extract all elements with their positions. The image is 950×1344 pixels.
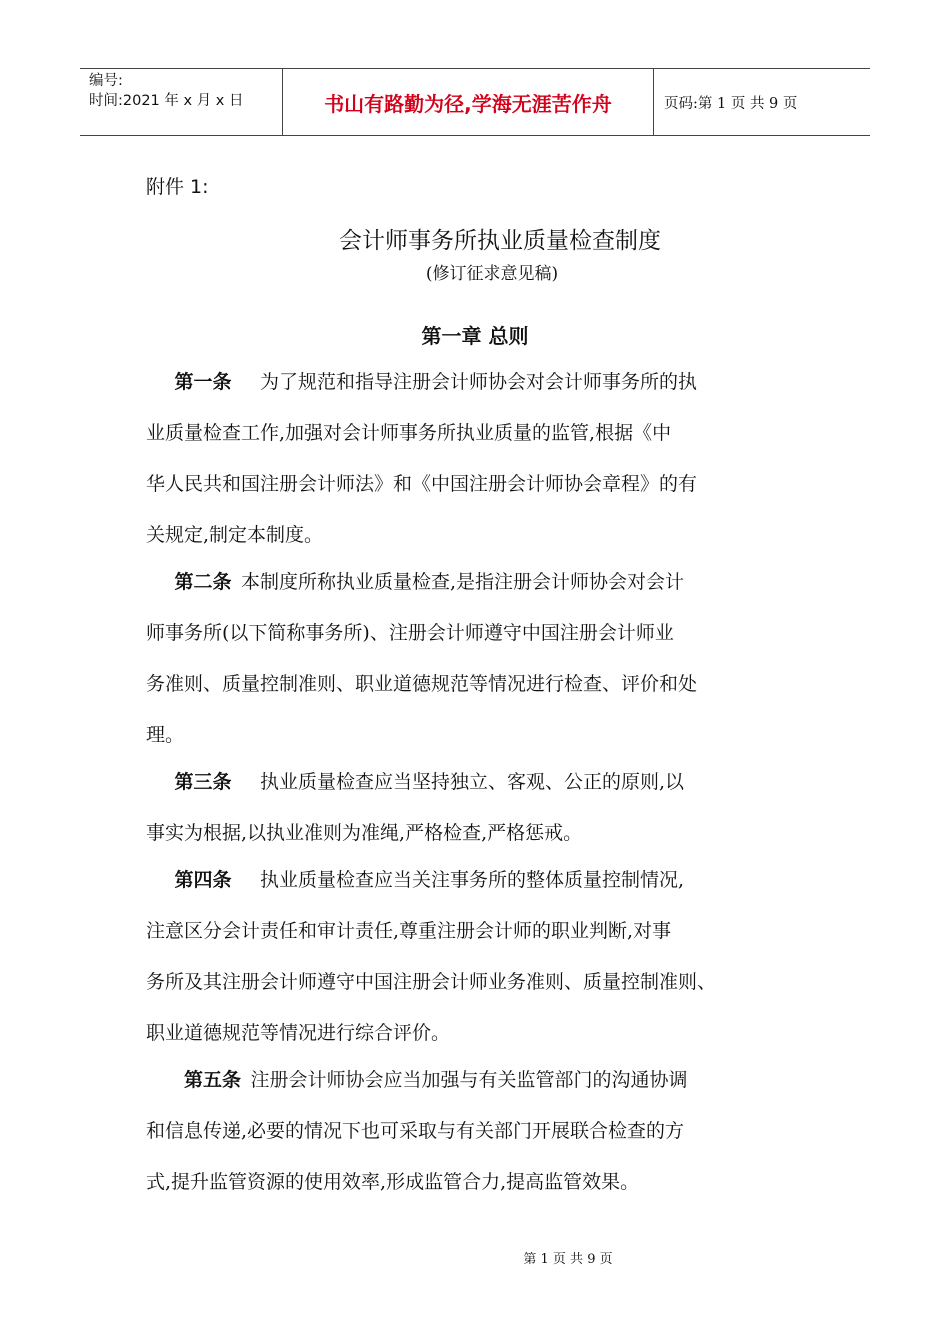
article-line: 关规定,制定本制度。 [146,524,324,546]
article-line: 华人民共和国注册会计师法》和《中国注册会计师协会章程》的有 [146,473,698,495]
article-line: 业质量检查工作,加强对会计师事务所执业质量的监管,根据《中 [146,422,672,444]
article-label: 第二条 [174,571,232,593]
article-line [146,557,806,608]
chapter-heading: 第一章 总则 [421,324,529,348]
document-subtitle: (修订征求意见稿) [425,264,559,284]
page-header [80,68,870,136]
article-text: 注册会计师协会应当加强与有关监管部门的沟通协调 [250,1069,688,1091]
page-footer: 第 1 页 共 9 页 [523,1252,613,1267]
article-line: 师事务所(以下简称事务所)、注册会计师遵守中国注册会计师业 [146,622,674,644]
article-line [146,357,806,408]
article-line: 注意区分会计责任和审计责任,尊重注册会计师的职业判断,对事 [146,920,672,942]
article-label: 第三条 [174,771,232,793]
article-1 [146,357,806,561]
header-page-info: 页码:第 1 页 共 9 页 [664,95,798,112]
article-line: 式,提升监管资源的使用效率,形成监管合力,提高监管效果。 [146,1171,640,1193]
doc-number-label: 编号: [89,73,123,89]
article-line: 务准则、质量控制准则、职业道德规范等情况进行检查、评价和处 [146,673,698,695]
header-meta [80,69,282,135]
article-label: 第四条 [174,869,232,891]
article-line: 职业道德规范等情况进行综合评价。 [146,1022,451,1044]
article-line [146,757,806,808]
article-line: 理。 [146,724,185,746]
article-text: 为了规范和指导注册会计师协会对会计师事务所的执 [260,371,698,393]
header-motto: 书山有路勤为径,学海无涯苦作舟 [282,69,654,135]
article-2 [146,557,806,761]
document-title: 会计师事务所执业质量检查制度 [339,228,661,254]
article-4 [146,855,806,1059]
article-text: 执业质量检查应当坚持独立、客观、公正的原则,以 [260,771,685,793]
doc-date: 时间:2021 年 x 月 x 日 [89,93,244,109]
article-label: 第五条 [184,1069,242,1091]
article-text: 执业质量检查应当关注事务所的整体质量控制情况, [260,869,685,891]
article-line: 和信息传递,必要的情况下也可采取与有关部门开展联合检查的方 [146,1120,685,1142]
article-line [146,855,806,906]
article-label: 第一条 [174,371,232,393]
article-line: 事实为根据,以执业准则为准绳,严格检查,严格惩戒。 [146,822,583,844]
annex-label: 附件 1: [146,176,209,198]
article-text: 本制度所称执业质量检查,是指注册会计师协会对会计 [241,571,685,593]
article-5 [146,1055,806,1208]
article-3 [146,757,806,859]
article-line [146,1055,806,1106]
article-line: 务所及其注册会计师遵守中国注册会计师业务准则、质量控制准则、 [146,971,717,993]
